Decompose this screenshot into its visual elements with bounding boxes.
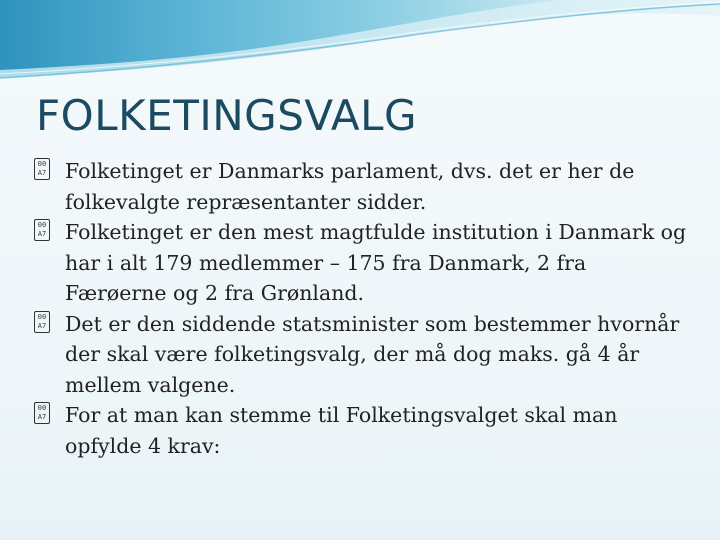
bullet-item [34, 309, 694, 401]
bullet-item [34, 217, 694, 309]
bullet-text: Folketinget er Danmarks parlament, dvs. det er her de folkevalgte repræsentanter sidder. [65, 159, 635, 214]
missing-glyph-icon: 00 A7 [34, 219, 50, 241]
slide-title: FOLKETINGSVALG [36, 91, 418, 140]
banner-wave-dark [0, 0, 560, 70]
bullet-item [34, 156, 694, 217]
missing-glyph-icon: 00 A7 [34, 311, 50, 333]
bullet-list [34, 156, 694, 461]
bullet-text: Det er den siddende statsminister som bestemmer hvornår der skal være folketingsvalg, der må dog maks. gå 4 år mellem valgene. [65, 311, 680, 397]
missing-glyph-icon: 00 A7 [34, 402, 50, 424]
bullet-item [34, 400, 694, 461]
header-wave-banner [0, 0, 720, 90]
bullet-text: For at man kan stemme til Folketingsvalget skal man opfylde 4 krav: [65, 403, 618, 458]
missing-glyph-icon: 00 A7 [34, 158, 50, 180]
bullet-text: Folketinget er den mest magtfulde institution i Danmark og har i alt 179 medlemmer – 175 fra Danmark, 2 fra Færøerne og 2 fra Grønland. [65, 220, 687, 305]
